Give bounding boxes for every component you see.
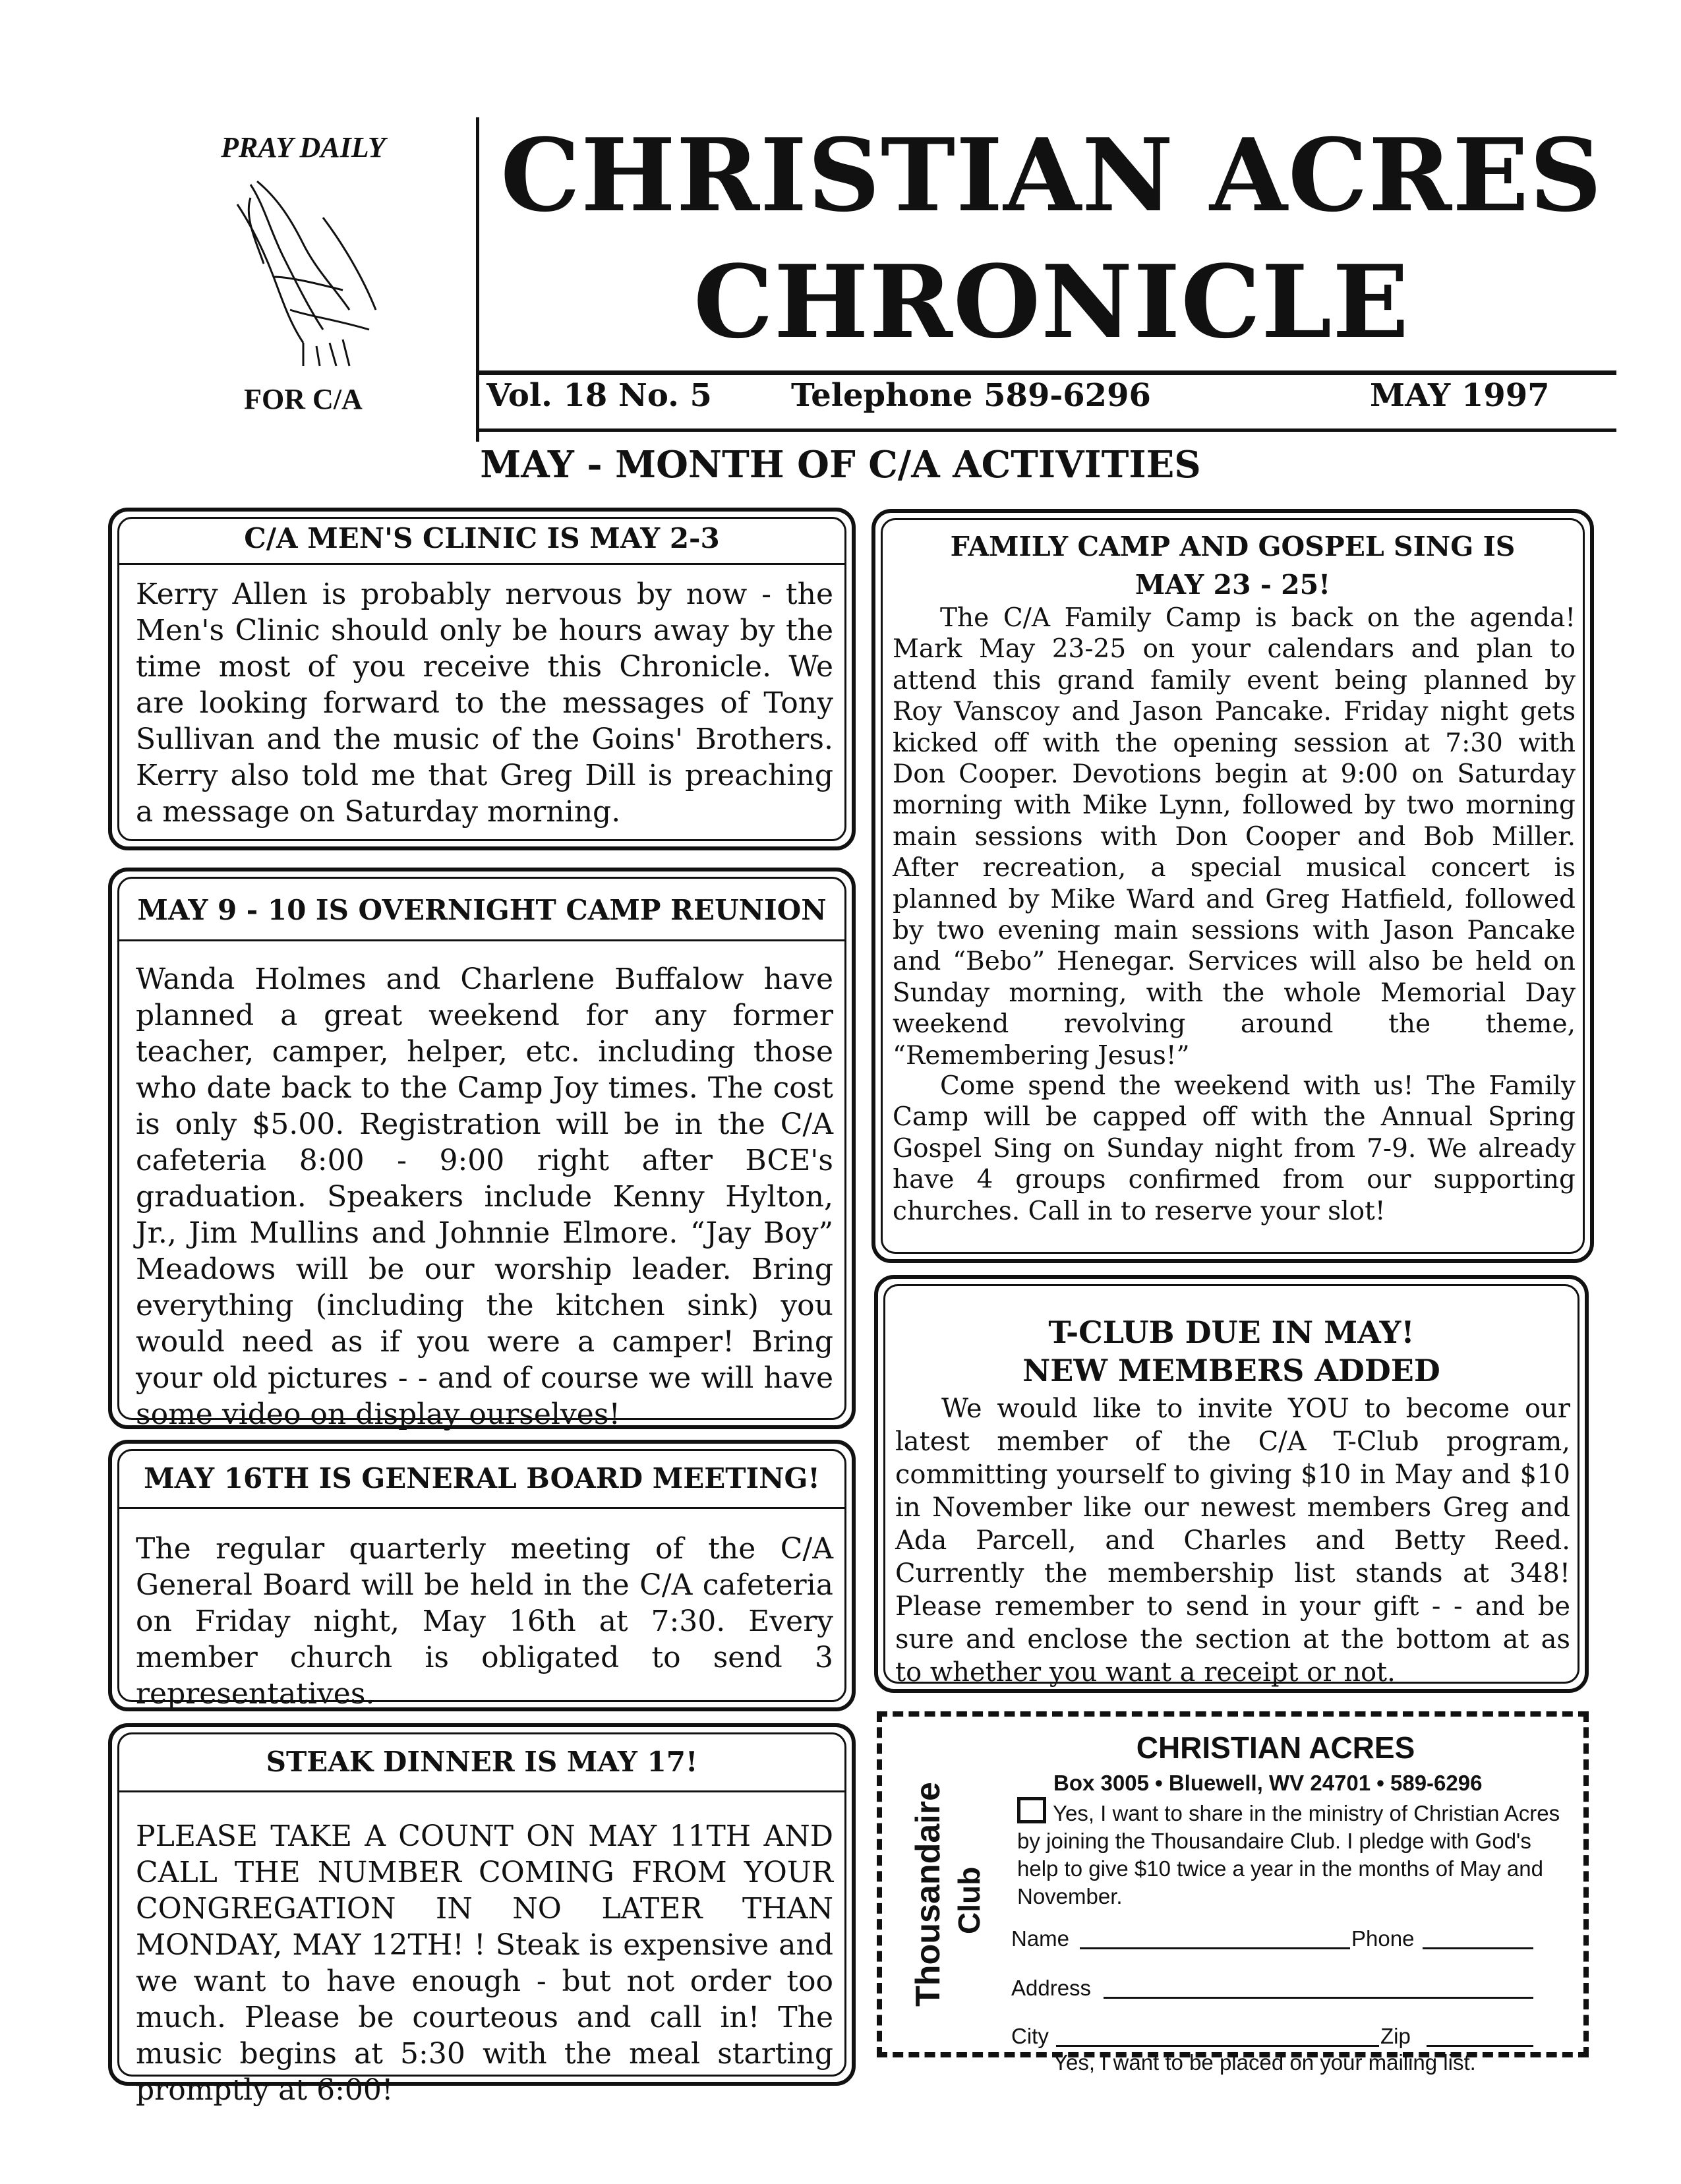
coupon-side-label-2: Club [952,1866,986,1934]
article-heading: MAY 9 - 10 IS OVERNIGHT CAMP REUNION [137,894,827,926]
heading-line-2: NEW MEMBERS ADDED [1022,1353,1440,1388]
article-heading: STEAK DINNER IS MAY 17! [266,1746,698,1778]
heading-line-1: FAMILY CAMP AND GOSPEL SING IS [950,531,1516,562]
thousandaire-club-coupon [877,1711,1589,2075]
pledge-checkbox[interactable] [1017,1797,1046,1823]
volume-number: Vol. 18 No. 5 [487,377,712,414]
article-heading: C/A MEN'S CLINIC IS MAY 2-3 [244,522,720,554]
page-banner: MAY - MONTH OF C/A ACTIVITIES [480,443,1201,487]
info-rule [476,428,1616,432]
article-body: Kerry Allen is probably nervous by now - the Men's Clinic should only be hours away by the time most of you receive this Chronicle. We are looking forward to the messages of Tony Sullivan and the music of the Goins' Brothers. Kerry also told me that Greg Dill is preaching a message on Saturday morning. [136,577,833,829]
coupon-side-label-1: Thousandaire [909,1782,947,2007]
article-body: We would like to invite YOU to become our latest member of the C/A T-Club program, committing yourself to giving $10 in May and $10 in November like our newest members Greg and Ada Parcell, and Charles and Betty Reed. Currently the membership list stands at 348! Please remember to send in your gift - - and be sure and enclose the section at the bottom at as to whether you want a receipt or not. [895,1394,1570,1688]
mens-clinic-article [108,508,856,850]
article-body: The regular quarterly meeting of the C/A General Board will be held in the C/A cafeteria on Friday night, May 16th at 7:30. Every member church is obligated to send 3 representatives. [136,1532,833,1711]
steak-dinner-article [108,1723,856,2107]
for-ca-caption: FOR C/A [244,383,363,415]
telephone: Telephone 589-6296 [791,377,1151,414]
article-body: Wanda Holmes and Charlene Buffalow have planned a great weekend for any former teacher, camper, helper, etc. including those who date back to the Camp Joy times. The cost is only $5.00. Registration will be in the C/A cafeteria 8:00 - 9:00 right after BCE's graduation. Speakers include Kenny Hylton, Jr., Jim Mullins and Johnnie Elmore. “Jay Boy” Meadows will be our worship leader. Bring everything (including the kitchen sink) you would need as if you were a camper! Bring your old pictures - - and of course we will have some video on display ourselves! [136,962,833,1431]
article-heading: MAY 16TH IS GENERAL BOARD MEETING! [144,1462,820,1494]
newsletter-title [485,112,1618,365]
board-meeting-article [108,1440,856,1711]
zip-label: Zip [1380,2024,1411,2048]
address-label: Address [1011,1976,1092,2000]
coupon-address: Box 3005 • Bluewell, WV 24701 • 589-6296 [1053,1771,1483,1795]
family-camp-article [871,509,1594,1263]
phone-field[interactable] [1423,1947,1533,1949]
pray-daily-caption: PRAY DAILY [221,131,386,163]
article-body: PLEASE TAKE A COUNT ON MAY 11TH AND CALL THE NUMBER COMING FROM YOUR CONGREGATION IN NO LATER THAN MONDAY, MAY 12TH! ! Steak is expensive and we want to have enough - but not order too much. Please be courteous and call in! The music begins at 5:30 with the meal starting promptly at 6:00! [136,1819,833,2107]
article-body-2: Come spend the weekend with us! The Family Camp will be capped off with the Annual Spring Gospel Sing on Sunday night from 7-9. We already have 4 groups confirmed from our supporting churches. Call in to reserve your slot! [893,1071,1576,1226]
masthead-divider [476,117,479,442]
heading-line-1: T-CLUB DUE IN MAY! [1048,1314,1415,1350]
zip-field[interactable] [1427,2045,1533,2047]
mailing-list-note: Yes, I want to be placed on your mailing list. [1053,2050,1476,2075]
article-heading [891,1313,1572,1390]
article-heading [889,527,1577,604]
praying-hands-icon [211,178,389,369]
pledge-text: Yes, I want to share in the ministry of Christian Acres by joining the Thousandaire Club. I pledge with God's help to give $10 twice a year in the months of May and November. [1017,1801,1560,1908]
t-club-article [874,1275,1589,1693]
heading-line-2: MAY 23 - 25! [1135,569,1331,601]
article-body-1: The C/A Family Camp is back on the agenda! Mark May 23-25 on your calendars and plan to attend this grand family event being planned by Roy Vanscoy and Jason Pancake. Friday night gets kicked off with the opening session at 7:30 with Don Cooper. Devotions begin at 9:00 on Saturday morning with Mike Lynn, followed by two morning main sessions with Don Cooper and Bob Miller. After recreation, a special musical concert is planned by Mike Ward and Greg Hatfield, followed by two evening main sessions with Jason Pancake and “Bebo” Henegar. Services will also be held on Sunday morning, with the whole Memorial Day weekend revolving around the theme, “Remembering Jesus!” [893,603,1576,1071]
city-field[interactable] [1056,2045,1379,2047]
name-field[interactable] [1080,1947,1350,1949]
overnight-reunion-article [108,868,856,1429]
issue-date: MAY 1997 [1370,377,1550,414]
title-rule [476,370,1616,375]
name-label: Name [1011,1926,1070,1951]
city-label: City [1011,2024,1049,2048]
address-field[interactable] [1104,1997,1533,1999]
title-line-2: CHRONICLE [693,243,1410,361]
title-line-1: CHRISTIAN ACRES [500,116,1603,234]
phone-label: Phone [1351,1926,1415,1951]
coupon-org: CHRISTIAN ACRES [1136,1730,1415,1765]
coupon-pledge [1017,1797,1571,1910]
